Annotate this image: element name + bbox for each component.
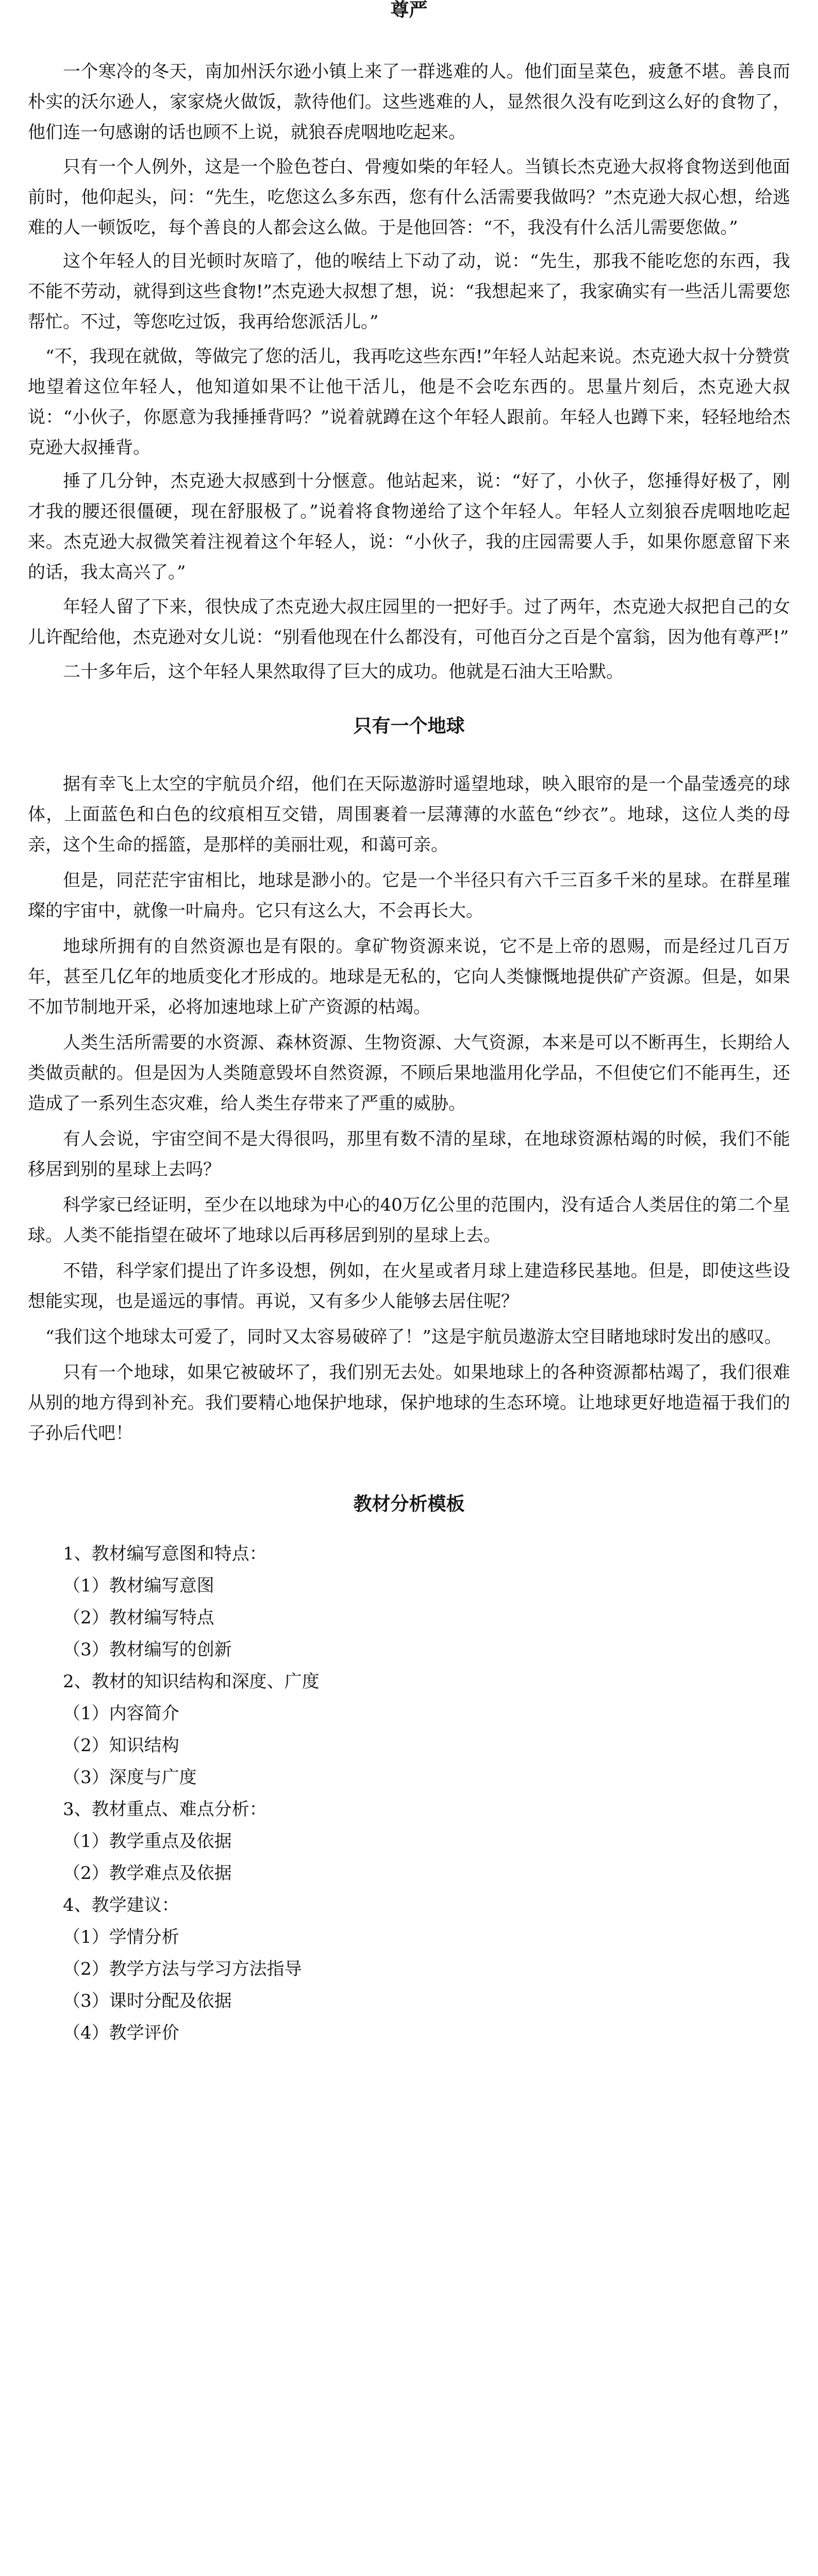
outline-heading: 3、教材重点、难点分析： — [63, 1799, 267, 1820]
outline-item: （1）教学重点及依据 — [63, 1831, 232, 1852]
section-title: 教材分析模板 — [353, 1493, 465, 1515]
outline-item: （2）教学难点及依据 — [63, 1863, 232, 1884]
section-textbook-analysis-template — [28, 1449, 790, 2049]
paragraph: 捶了几分钟，杰克逊大叔感到十分惬意。他站起来，说：“好了，小伙子，您捶得好极了，刚才我的腰还很僵硬，现在舒服极了。”说着将食物递给了这个年轻人。年轻人立刻狼吞虎咽地吃起来。杰克逊大叔微笑着注视着这个年轻人，说：“小伙子，我的庄园需要人手，如果你愿意留下来的话，我太高兴了。” — [28, 471, 790, 583]
outline-group — [28, 1889, 790, 2049]
paragraph: 只有一个地球，如果它被破坏了，我们别无去处。如果地球上的各种资源都枯竭了，我们很难从别的地方得到补充。我们要精心地保护地球，保护地球的生态环境。让地球更好地造福于我们的子孙后代吧！ — [28, 1362, 790, 1444]
outline-item: （3）深度与广度 — [63, 1767, 197, 1788]
outline-item: （1）学情分析 — [63, 1927, 179, 1948]
outline-item: （4）教学评价 — [63, 2023, 179, 2044]
outline-group — [28, 1538, 790, 1666]
paragraph: 科学家已经证明，至少在以地球为中心的40万亿公里的范围内，没有适合人类居住的第二个星球。人类不能指望在破坏了地球以后再移居到别的星球上去。 — [28, 1195, 790, 1246]
outline-item: （2）教材编写特点 — [63, 1607, 214, 1629]
paragraph: 据有幸飞上太空的宇航员介绍，他们在天际遨游时遥望地球，映入眼帘的是一个晶莹透亮的球体，上面蓝色和白色的纹痕相互交错，周围裹着一层薄薄的水蓝色“纱衣”。地球，这位人类的母亲，这个生命的摇篮，是那样的美丽壮观，和蔼可亲。 — [28, 774, 790, 856]
outline-item: （2）教学方法与学习方法指导 — [63, 1959, 302, 1980]
outline-item: （1）内容简介 — [63, 1703, 179, 1724]
paragraph: 不错，科学家们提出了许多设想，例如，在火星或者月球上建造移民基地。但是，即使这些设想能实现，也是遥远的事情。再说，又有多少人能够去居住呢？ — [28, 1261, 790, 1312]
paragraph: 只有一个人例外，这是一个脸色苍白、骨瘦如柴的年轻人。当镇长杰克逊大叔将食物送到他面前时，他仰起头，问：“先生，吃您这么多东西，您有什么活需要我做吗？”杰克逊大叔心想，给逃难的人一顿饭吃，每个善良的人都会这么做。于是他回答：“不，我没有什么活儿需要您做。” — [28, 157, 790, 238]
outline-item: （1）教材编写意图 — [63, 1575, 214, 1597]
paragraph: “我们这个地球太可爱了，同时又太容易破碎了！”这是宇航员遨游太空目睹地球时发出的感叹。 — [45, 1327, 782, 1348]
section-only-one-earth — [28, 687, 790, 1449]
paragraph: 但是，同茫茫宇宙相比，地球是渺小的。它是一个半径只有六千三百多千米的星球。在群星璀璨的宇宙中，就像一叶扁舟。它只有这么大，不会再长大。 — [28, 870, 790, 922]
outline-item: （3）教材编写的创新 — [63, 1639, 232, 1660]
outline-heading: 1、教材编写意图和特点： — [63, 1544, 267, 1565]
outline-item: （2）知识结构 — [63, 1735, 179, 1756]
outline-group — [28, 1666, 790, 1793]
paragraph: 人类生活所需要的水资源、森林资源、生物资源、大气资源，本来是可以不断再生，长期给人类做贡献的。但是因为人类随意毁坏自然资源，不顾后果地滥用化学品，不但使它们不能再生，还造成了一系列生态灾难，给人类生存带来了严重的威胁。 — [28, 1032, 790, 1114]
paragraph: 这个年轻人的目光顿时灰暗了，他的喉结上下动了动，说：“先生，那我不能吃您的东西，我不能不劳动，就得到这些食物!”杰克逊大叔想了想，说：“我想起来了，我家确实有一些活儿需要您帮忙。不过，等您吃过饭，我再给您派活儿。” — [28, 251, 790, 332]
paragraph: 有人会说，宇宙空间不是大得很吗，那里有数不清的星球，在地球资源枯竭的时候，我们不能移居到别的星球上去吗？ — [28, 1129, 790, 1180]
outline-heading: 2、教材的知识结构和深度、广度 — [63, 1671, 320, 1692]
section-dignity — [28, 0, 790, 687]
paragraph: 地球所拥有的自然资源也是有限的。拿矿物资源来说，它不是上帝的恩赐，而是经过几百万年，甚至几亿年的地质变化才形成的。地球是无私的，它向人类慷慨地提供矿产资源。但是，如果不加节制地开采，必将加速地球上矿产资源的枯竭。 — [28, 936, 790, 1018]
paragraph: 二十多年后，这个年轻人果然取得了巨大的成功。他就是石油大王哈默。 — [63, 662, 624, 682]
paragraph: 一个寒冷的冬天，南加州沃尔逊小镇上来了一群逃难的人。他们面呈菜色，疲惫不堪。善良而朴实的沃尔逊人，家家烧火做饭，款待他们。这些逃难的人，显然很久没有吃到这么好的食物了，他们连一句感谢的话也顾不上说，就狼吞虎咽地吃起来。 — [28, 61, 790, 143]
section-title: 尊严 — [390, 0, 428, 21]
outline-heading: 4、教学建议： — [63, 1895, 179, 1916]
outline-item: （3）课时分配及依据 — [63, 1991, 232, 2012]
paragraph: “不，我现在就做，等做完了您的活儿，我再吃这些东西!”年轻人站起来说。杰克逊大叔十分赞赏地望着这位年轻人，他知道如果不让他干活儿，他是不会吃东西的。思量片刻后，杰克逊大叔说：“小伙子，你愿意为我捶捶背吗？”说着就蹲在这个年轻人跟前。年轻人也蹲下来，轻轻地给杰克逊大叔捶背。 — [28, 346, 790, 458]
section-title: 只有一个地球 — [353, 715, 465, 737]
outline-group — [28, 1793, 790, 1889]
paragraph: 年轻人留了下来，很快成了杰克逊大叔庄园里的一把好手。过了两年，杰克逊大叔把自己的女儿许配给他，杰克逊对女儿说：“别看他现在什么都没有，可他百分之百是个富翁，因为他有尊严!” — [28, 597, 790, 648]
